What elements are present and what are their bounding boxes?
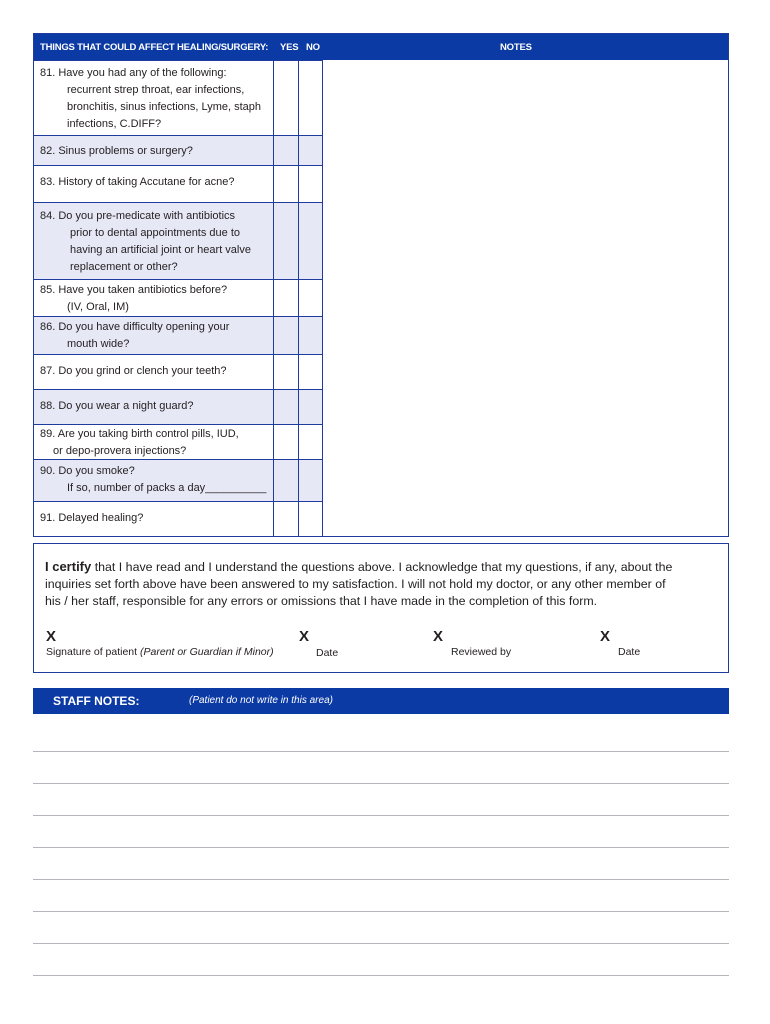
header-yes: YES <box>280 42 299 53</box>
yes-checkbox[interactable] <box>273 166 298 202</box>
question-line: 84. Do you pre-medicate with antibiotics <box>40 210 236 222</box>
question-line: recurrent strep throat, ear infections, <box>67 84 245 96</box>
question-line: 91. Delayed healing? <box>40 512 144 524</box>
question-row <box>34 202 323 279</box>
question-line: 87. Do you grind or clench your teeth? <box>40 365 227 377</box>
yes-checkbox[interactable] <box>273 203 298 279</box>
question-text <box>34 166 273 202</box>
no-checkbox[interactable] <box>298 425 323 459</box>
table-header <box>34 34 728 60</box>
staff-notes-header <box>33 688 729 714</box>
signature-date-mark: X <box>299 628 310 645</box>
no-checkbox[interactable] <box>298 61 323 135</box>
question-text <box>34 460 273 501</box>
question-text <box>34 136 273 165</box>
certify-line-2: inquiries set forth above have been answered to my satisfaction. I will not hold my doctor, or any other member of <box>45 577 666 591</box>
header-things: THINGS THAT COULD AFFECT HEALING/SURGERY: <box>40 42 269 53</box>
question-line: having an artificial joint or heart valve <box>70 244 251 256</box>
question-text <box>34 355 273 389</box>
header-notes: NOTES <box>500 42 532 53</box>
question-row <box>34 459 323 501</box>
question-row <box>34 279 323 316</box>
review-date-label: Date <box>618 646 641 658</box>
question-row <box>34 316 323 354</box>
question-line: or depo-provera injections? <box>53 445 187 457</box>
question-line: 89. Are you taking birth control pills, IUD, <box>40 428 239 440</box>
question-line: 81. Have you had any of the following: <box>40 67 227 79</box>
no-checkbox[interactable] <box>298 136 323 165</box>
question-line: infections, C.DIFF? <box>67 118 162 130</box>
question-line: 90. Do you smoke? <box>40 465 135 477</box>
question-row <box>34 389 323 424</box>
staff-note-line[interactable] <box>33 751 729 752</box>
yes-checkbox[interactable] <box>273 460 298 501</box>
question-line: 82. Sinus problems or surgery? <box>40 145 193 157</box>
signature-patient-label: Signature of patient (Parent or Guardian if Minor) <box>46 646 274 658</box>
question-line: mouth wide? <box>67 338 130 350</box>
question-line: If so, number of packs a day__________ <box>67 482 267 494</box>
question-line: 83. History of taking Accutane for acne? <box>40 176 235 188</box>
certification-text <box>45 558 715 610</box>
question-line: 88. Do you wear a night guard? <box>40 400 194 412</box>
staff-note-line[interactable] <box>33 975 729 976</box>
no-checkbox[interactable] <box>298 460 323 501</box>
signature-patient-mark: X <box>46 628 57 645</box>
yes-checkbox[interactable] <box>273 355 298 389</box>
question-text <box>34 425 273 459</box>
question-row <box>34 60 323 135</box>
question-text <box>34 390 273 424</box>
yes-checkbox[interactable] <box>273 425 298 459</box>
question-line: (IV, Oral, IM) <box>67 301 129 313</box>
certification-box <box>33 543 729 673</box>
question-line: prior to dental appointments due to <box>70 227 241 239</box>
question-line: bronchitis, sinus infections, Lyme, staph <box>67 101 262 113</box>
reviewed-by-mark: X <box>433 628 444 645</box>
staff-note-line[interactable] <box>33 911 729 912</box>
no-checkbox[interactable] <box>298 280 323 316</box>
yes-checkbox[interactable] <box>273 390 298 424</box>
question-line: 86. Do you have difficulty opening your <box>40 321 230 333</box>
question-row <box>34 165 323 202</box>
question-text <box>34 317 273 354</box>
no-checkbox[interactable] <box>298 390 323 424</box>
no-checkbox[interactable] <box>298 166 323 202</box>
yes-checkbox[interactable] <box>273 136 298 165</box>
question-text <box>34 280 273 316</box>
staff-note-line[interactable] <box>33 943 729 944</box>
no-checkbox[interactable] <box>298 203 323 279</box>
yes-checkbox[interactable] <box>273 502 298 536</box>
reviewed-by-label: Reviewed by <box>451 646 512 658</box>
certify-line-1: that I have read and I understand the questions above. I acknowledge that my questions, if any, about the <box>91 560 673 574</box>
staff-notes-title: STAFF NOTES: <box>53 694 140 708</box>
yes-checkbox[interactable] <box>273 61 298 135</box>
question-row <box>34 135 323 165</box>
staff-note-line[interactable] <box>33 783 729 784</box>
question-line: replacement or other? <box>70 261 178 273</box>
staff-note-line[interactable] <box>33 847 729 848</box>
certify-lead: I certify <box>45 559 92 574</box>
question-row <box>34 424 323 459</box>
staff-note-line[interactable] <box>33 879 729 880</box>
no-checkbox[interactable] <box>298 502 323 536</box>
certify-line-3: his / her staff, responsible for any errors or omissions that I have made in the completion of this form. <box>45 594 598 608</box>
question-row <box>34 501 323 536</box>
health-questions-table <box>33 33 729 537</box>
yes-checkbox[interactable] <box>273 280 298 316</box>
question-text <box>34 61 273 135</box>
question-text <box>34 203 273 279</box>
notes-area[interactable] <box>323 60 728 536</box>
staff-note-line[interactable] <box>33 815 729 816</box>
header-no: NO <box>306 42 320 53</box>
staff-notes-subtitle: (Patient do not write in this area) <box>189 695 333 706</box>
yes-checkbox[interactable] <box>273 317 298 354</box>
no-checkbox[interactable] <box>298 317 323 354</box>
question-row <box>34 354 323 389</box>
question-line: 85. Have you taken antibiotics before? <box>40 284 228 296</box>
question-text <box>34 502 273 536</box>
date-label: Date <box>316 647 339 659</box>
review-date-mark: X <box>600 628 611 645</box>
no-checkbox[interactable] <box>298 355 323 389</box>
